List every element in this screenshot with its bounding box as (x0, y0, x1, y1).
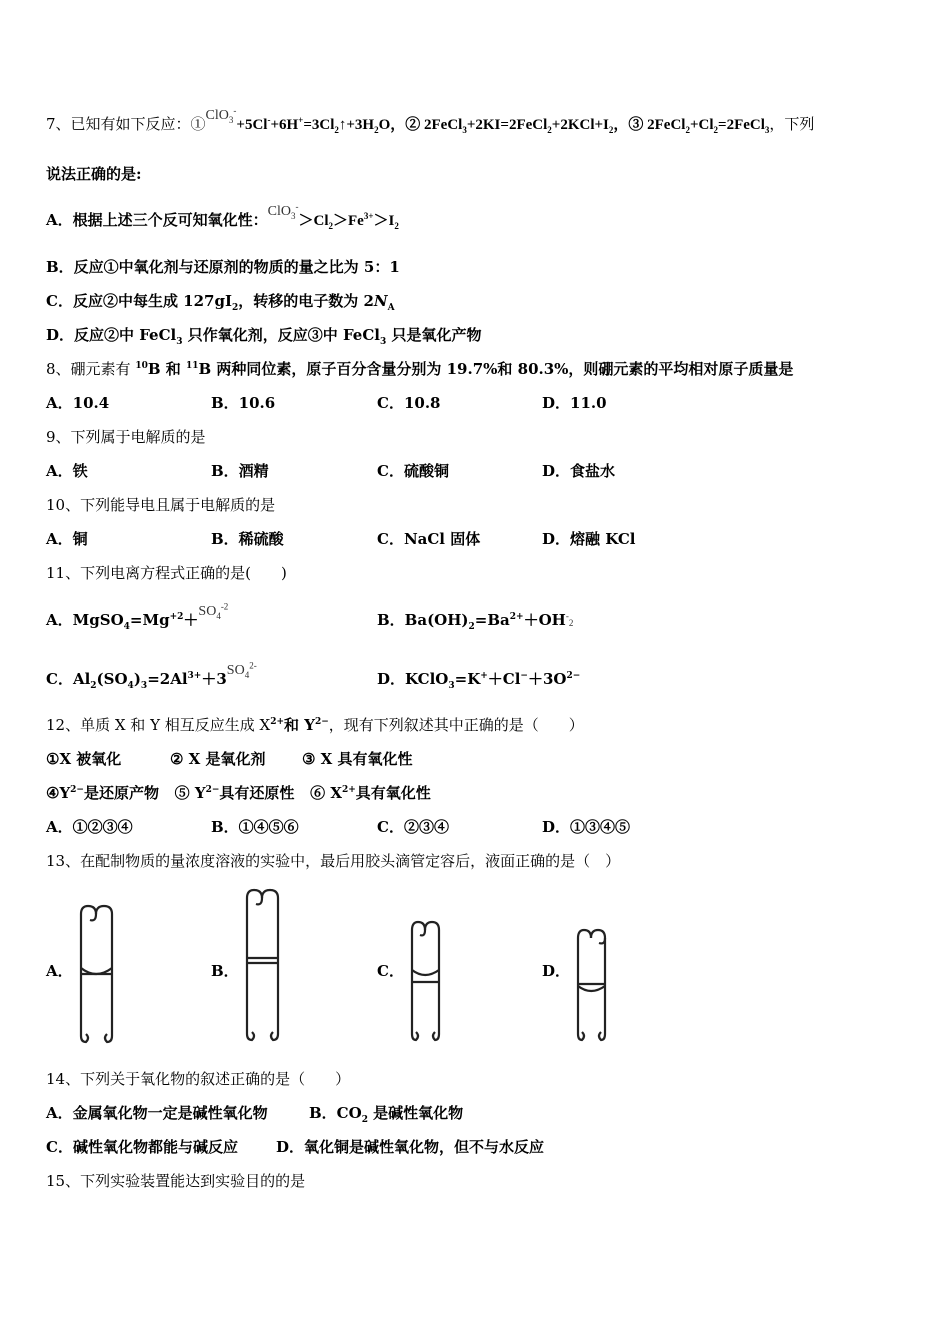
q12-option-b[interactable]: B．①④⑤⑥ (211, 818, 299, 836)
q10-option-c[interactable]: C．NaCl 固体 (377, 530, 481, 548)
q12-statement-3: ③ X 具有氧化性 (302, 750, 413, 768)
q7-chlorate-ion: ClO$_3$- (205, 105, 237, 125)
q13-stem: 13、在配制物质的量浓度溶液的实验中，最后用胶头滴管定容后，液面正确的是（ ） (46, 852, 621, 870)
q11-option-c[interactable]: C．$Al_2(SO_4)_3=2Al^{3+}+3SO_4^{2-}$ (46, 660, 257, 691)
q9-stem: 9、下列属于电解质的是 (46, 428, 206, 446)
q11-stem: 11、下列电离方程式正确的是( ) (46, 564, 287, 582)
q9-option-a[interactable]: A．铁 (46, 462, 88, 480)
q11-option-d[interactable]: D．$KClO_3=K^++Cl^-+3O^{2-}$ (377, 670, 581, 691)
volumetric-flask-neck-a (72, 902, 122, 1048)
q7-option-d[interactable]: D．反应②中 FeCl$_3$ 只作氧化剂，反应③中 FeCl$_3$ 只是氧化产物 (46, 326, 482, 347)
q7-option-b[interactable]: B．反应①中氧化剂与还原剂的物质的量之比为 5：1 (46, 258, 400, 276)
q13-option-a[interactable]: A． (46, 962, 73, 980)
q11-hydroxide-charge: -$_2$ (565, 611, 574, 628)
q9-option-b[interactable]: B．酒精 (211, 462, 269, 480)
q14-option-c[interactable]: C．碱性氧化物都能与碱反应 (46, 1138, 238, 1156)
q10-option-b[interactable]: B．稀硫酸 (211, 530, 284, 548)
q8-option-b[interactable]: B．10.6 (211, 394, 276, 412)
q12-statement-1: ①X 被氧化 (46, 750, 122, 768)
q10-option-d[interactable]: D．熔融 KCl (542, 530, 636, 548)
q7-stem-text: 7、已知有如下反应：① (46, 115, 206, 133)
q14-option-a[interactable]: A．金属氧化物一定是碱性氧化物 (46, 1104, 268, 1122)
q8-stem: 8、硼元素有 $^{10}$B 和 $^{11}$B 两种同位素，原子百分含量分别为 19.7%和 80.3%，则硼元素的平均相对原子质量是 (46, 360, 794, 378)
q10-stem: 10、下列能导电且属于电解质的是 (46, 496, 276, 514)
q12-option-a[interactable]: A．①②③④ (46, 818, 133, 836)
q14-stem: 14、下列关于氧化物的叙述正确的是（ ） (46, 1070, 351, 1088)
q9-option-c[interactable]: C．硫酸铜 (377, 462, 449, 480)
volumetric-flask-neck-c (404, 918, 448, 1046)
q7-option-c[interactable]: C．反应②中每生成 $127gI_2$，转移的电子数为 $2N_A$ (46, 292, 395, 313)
q8-option-a[interactable]: A．10.4 (46, 394, 110, 412)
q11-sulfate-ion-a: $SO_4^{-2}$ (198, 601, 229, 621)
q12-option-c[interactable]: C．②③④ (377, 818, 449, 836)
q12-stem: 12、单质 X 和 Y 相互反应生成 $X^{2+}$和 $Y^{2-}$，现有下列叙述其中正确的是（ ） (46, 716, 584, 734)
q12-statement-line2: $④Y^{2-}$是还原产物 ⑤ $Y^{2-}$具有还原性 ⑥ $X^{2+}$具有氧化性 (46, 784, 431, 802)
q13-option-d[interactable]: D． (542, 962, 571, 980)
volumetric-flask-neck-d (570, 926, 614, 1046)
q12-statement-2: ② X 是氧化剂 (170, 750, 266, 768)
volumetric-flask-neck-b (238, 886, 288, 1046)
q11-option-a[interactable]: A．$MgSO_4=Mg^{+2}+SO_4^{-2}$ (46, 601, 229, 632)
q12-option-d[interactable]: D．①③④⑤ (542, 818, 631, 836)
q7-option-a[interactable]: A．根据上述三个反可知氧化性：$ClO_3^->Cl_2>Fe^{3+}>I_2$ (46, 201, 399, 231)
q9-option-d[interactable]: D．食盐水 (542, 462, 616, 480)
q11-option-b[interactable]: B．$Ba(OH)_2=Ba^{2+}+OH^-_2$ (377, 611, 574, 632)
q8-option-c[interactable]: C．10.8 (377, 394, 441, 412)
q13-option-b[interactable]: B． (211, 962, 239, 980)
q14-option-d[interactable]: D．氧化铜是碱性氧化物，但不与水反应 (276, 1138, 545, 1156)
q7-stem-line1: 7、已知有如下反应：$①ClO_3^-+5Cl^-+6H^+=3Cl_2↑+3H_2O$，② $2FeCl_3+2KI=2FeCl_2+2KCl+I_2$，③ $2FeCl_2+Cl_2=2FeCl_3$，下列 (46, 105, 815, 135)
q14-option-b[interactable]: B．$CO_2$ 是碱性氧化物 (309, 1104, 464, 1125)
q10-option-a[interactable]: A．铜 (46, 530, 88, 548)
q8-option-d[interactable]: D．11.0 (542, 394, 607, 412)
q11-sulfate-ion-c: $SO_4^{2-}$ (226, 660, 257, 680)
q15-stem: 15、下列实验装置能达到实验目的的是 (46, 1172, 306, 1190)
q7-stem-line2: 说法正确的是: (46, 165, 142, 183)
q7-chlorate-ion-a: ClO$_3$- (267, 201, 299, 221)
q13-option-c[interactable]: C． (377, 962, 404, 980)
